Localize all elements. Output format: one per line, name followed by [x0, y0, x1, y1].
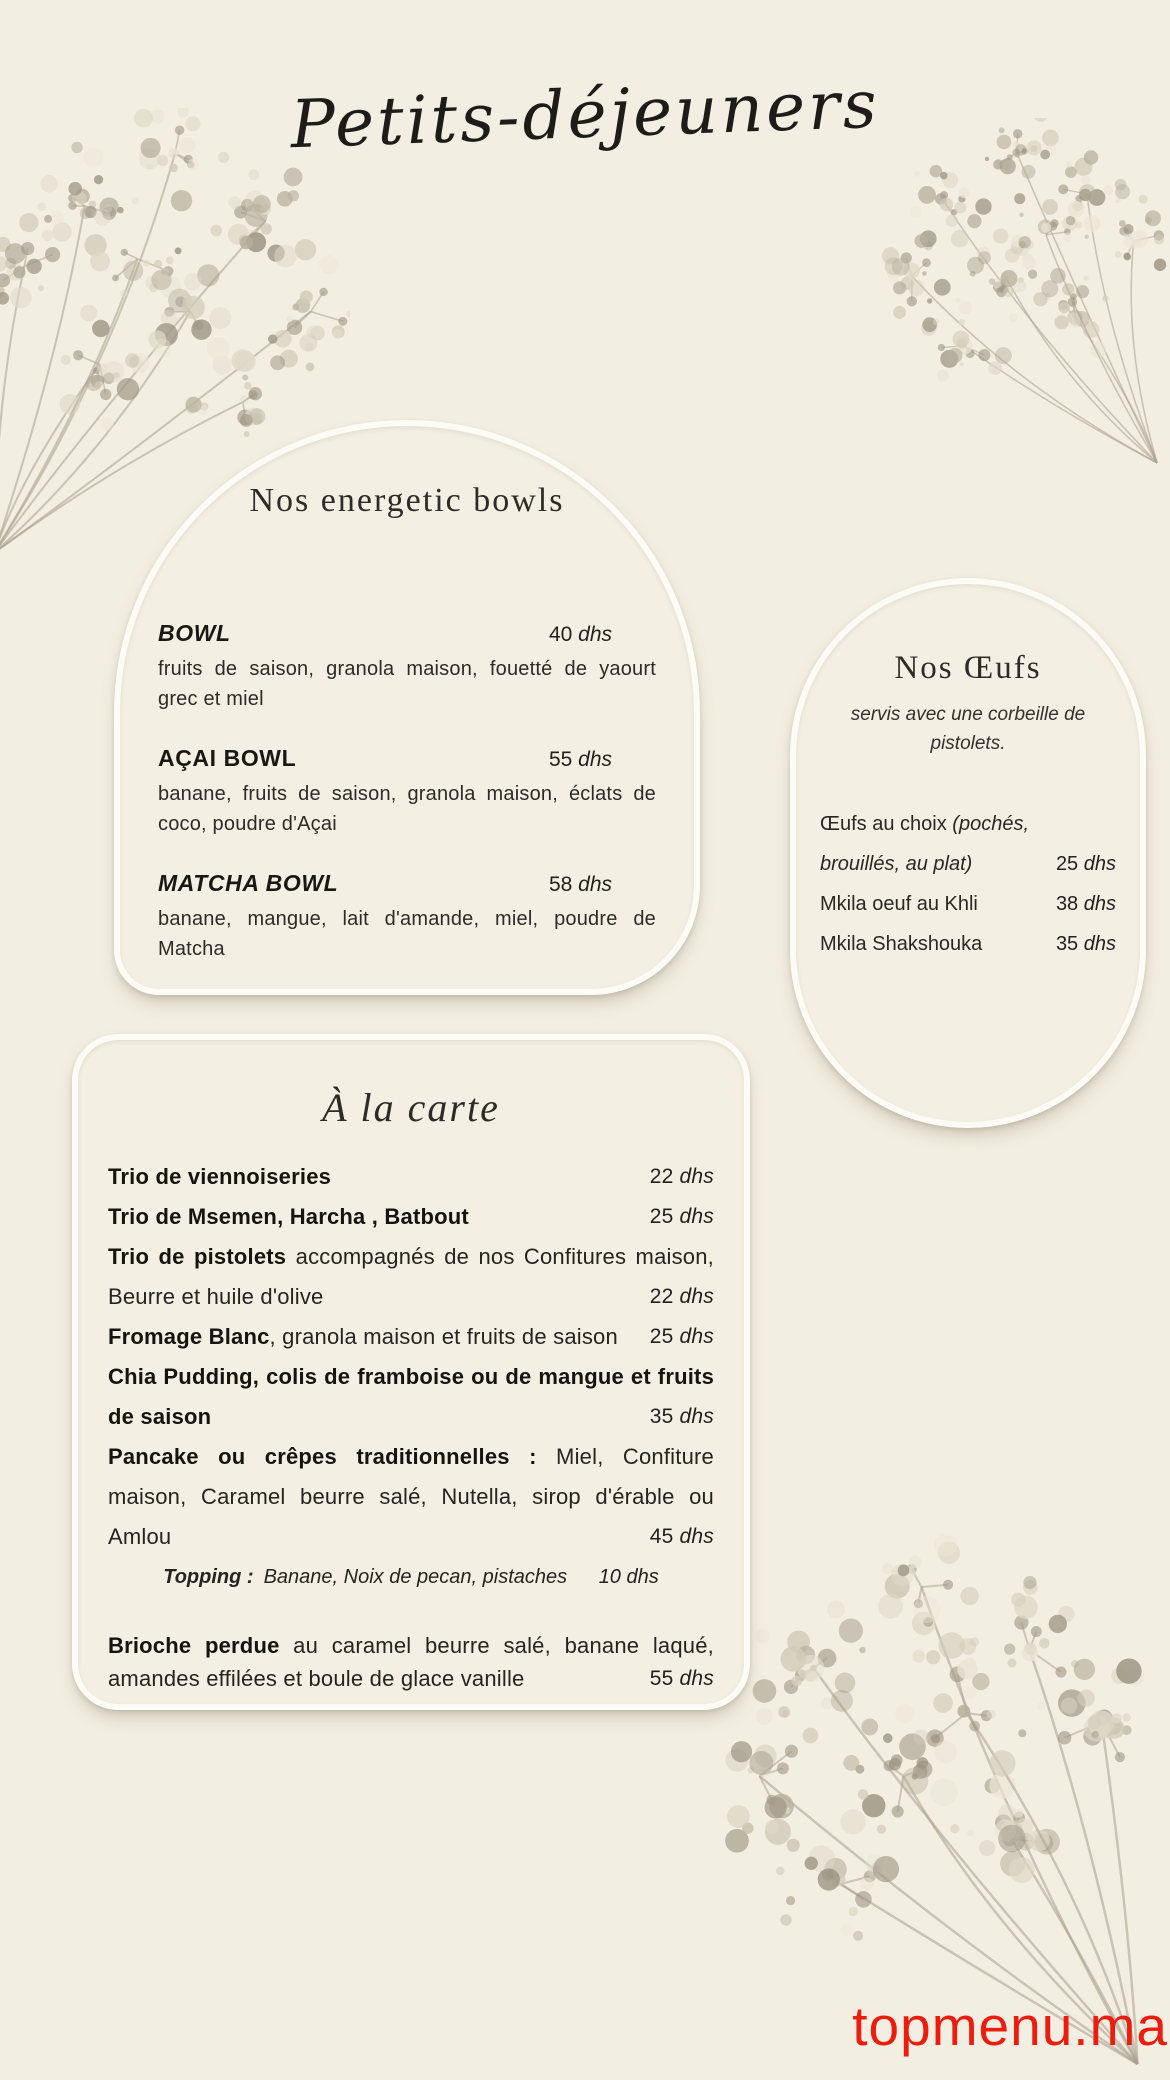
menu-item-mkila-khli	[820, 884, 1116, 924]
item-description: banane, fruits de saison, granola maison, éclats de coco, poudre d'Açai	[158, 782, 656, 836]
item-price: 45 dhs	[649, 1525, 714, 1548]
item-description: au caramel beurre salé, banane laqué, amandes effilées et boule de glace vanille	[108, 1633, 714, 1691]
menu-item-pistolets	[108, 1237, 714, 1317]
item-name: Mkila Shakshouka	[820, 933, 983, 955]
item-name: MATCHA BOWL	[158, 869, 339, 896]
bowls-section-heading: Nos energetic bowls	[249, 482, 565, 519]
topping-label: Topping :	[163, 1566, 254, 1588]
topping-text: Banane, Noix de pecan, pistaches	[263, 1566, 568, 1588]
item-note: (pochés, brouillés, au plat)	[820, 813, 1030, 875]
eggs-section-subheading: servis avec une corbeille de pistolets.	[850, 704, 1086, 754]
item-price: 35 dhs	[1055, 933, 1116, 955]
floral-decoration-top-right	[861, 118, 1170, 498]
menu-item-bowl	[158, 620, 656, 715]
item-name: Fromage Blanc	[108, 1324, 270, 1349]
menu-item-brioche-perdue	[108, 1629, 714, 1695]
item-price: 40 dhs	[548, 623, 612, 646]
bowls-card	[114, 420, 700, 995]
item-name: Brioche perdue	[108, 1633, 280, 1658]
item-description: banane, mangue, lait d'amande, miel, poudre de Matcha	[158, 907, 656, 960]
eggs-card	[790, 578, 1146, 1128]
item-price: 25 dhs	[649, 1205, 714, 1228]
watermark: topmenu.ma	[852, 1995, 1168, 2057]
menu-item-oeufs-au-choix	[820, 804, 1116, 884]
item-name: AÇAI BOWL	[158, 744, 297, 771]
menu-item-viennoiseries	[108, 1157, 714, 1197]
item-name: Trio de pistolets	[108, 1244, 287, 1269]
menu-item-mkila-shakshouka	[820, 924, 1116, 964]
item-price: 55 dhs	[649, 1667, 714, 1690]
page-title: Petits-déjeuners	[289, 65, 881, 164]
eggs-section-heading: Nos Œufs	[894, 650, 1042, 686]
menu-item-fromage-blanc	[108, 1317, 714, 1357]
item-name: Œufs au choix	[820, 813, 947, 835]
carte-section-heading: À la carte	[322, 1085, 500, 1130]
item-description: accompagnés de nos Confitures maison, Beurre et huile d'olive	[108, 1244, 714, 1309]
item-description: fruits de saison, granola maison, fouetté de yaourt grec et miel	[158, 658, 656, 711]
a-la-carte-card	[72, 1034, 750, 1710]
menu-item-acai-bowl	[158, 745, 656, 840]
menu-item-topping	[108, 1557, 714, 1597]
eggs-item-list	[796, 804, 1140, 964]
item-name: Trio de Msemen, Harcha , Batbout	[108, 1204, 469, 1229]
item-name: Pancake ou crêpes traditionnelles :	[108, 1444, 537, 1469]
item-name: Trio de viennoiseries	[108, 1164, 332, 1189]
menu-item-chia-pudding	[108, 1357, 714, 1437]
item-name: BOWL	[158, 620, 231, 646]
item-price: 58 dhs	[548, 872, 612, 896]
item-description: Miel, Confiture maison, Caramel beurre salé, Nutella, sirop d'érable ou Amlou	[108, 1444, 714, 1549]
menu-item-matcha-bowl	[158, 870, 656, 965]
item-price: 10 dhs	[598, 1566, 659, 1588]
carte-item-list	[78, 1157, 744, 1695]
item-name: Mkila oeuf au Khli	[820, 893, 978, 915]
item-price: 25 dhs	[1055, 853, 1116, 875]
item-price: 22 dhs	[649, 1285, 714, 1308]
item-price: 55 dhs	[548, 747, 612, 771]
item-price: 38 dhs	[1055, 893, 1116, 915]
item-description: , granola maison et fruits de saison	[269, 1324, 618, 1349]
item-price: 22 dhs	[649, 1165, 714, 1188]
item-price: 25 dhs	[649, 1325, 714, 1348]
item-price: 35 dhs	[649, 1405, 714, 1428]
menu-item-pancake-crepes	[108, 1437, 714, 1557]
menu-item-msemen-harcha-batbout	[108, 1197, 714, 1237]
bowls-item-list	[120, 620, 694, 964]
item-name: Chia Pudding, colis de framboise ou de mangue et fruits de saison	[108, 1364, 714, 1429]
